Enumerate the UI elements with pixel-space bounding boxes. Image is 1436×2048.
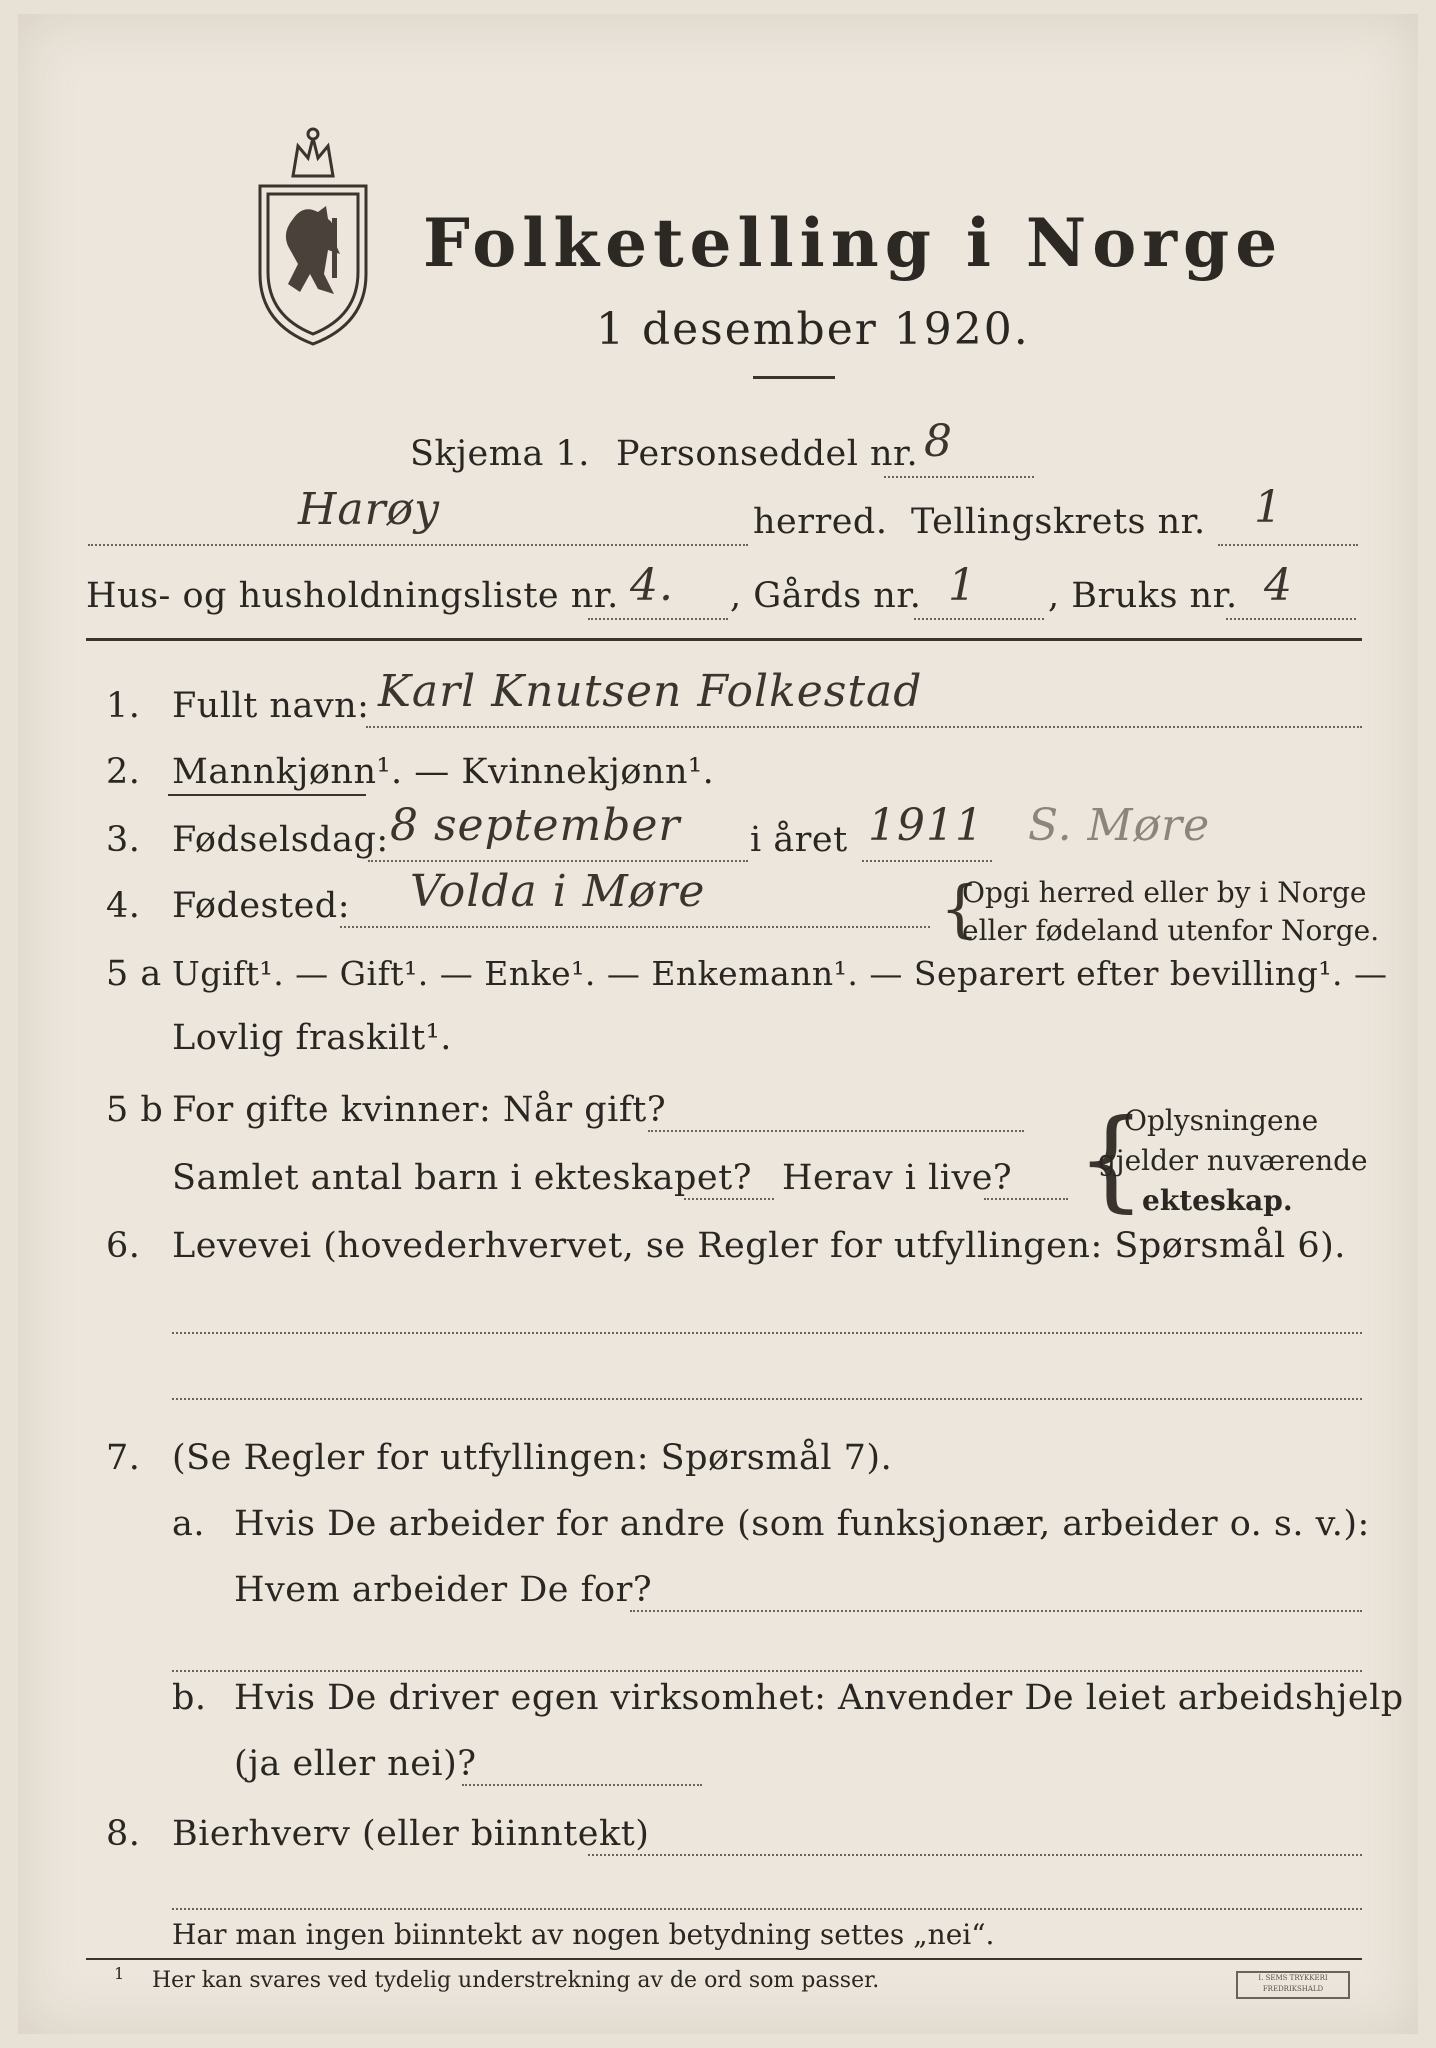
q5a-line1: Ugift¹. — Gift¹. — Enke¹. — Enkemann¹. — Separert efter bevilling¹. — xyxy=(172,954,1388,993)
tellingskrets-label: Tellingskrets nr. xyxy=(911,502,1206,542)
q2-number: 2. xyxy=(106,752,141,792)
q2-underline-mannkjonn xyxy=(168,794,366,796)
q7a-line2: Hvem arbeider De for? xyxy=(234,1570,653,1610)
q7a-extra-line xyxy=(172,1670,1362,1672)
q6-number: 6. xyxy=(106,1226,141,1266)
q4-note-line1: Opgi herred eller by i Norge xyxy=(962,876,1367,909)
q5b-children-line xyxy=(684,1198,774,1200)
q8-line2 xyxy=(172,1908,1362,1910)
tellingskrets-value[interactable]: 1 xyxy=(1254,482,1283,533)
q7a-employer-line xyxy=(630,1610,1362,1612)
gards-line xyxy=(914,618,1044,620)
q7b-line2: (ja eller nei)? xyxy=(234,1744,477,1784)
herred-line xyxy=(88,544,748,546)
q8-line1 xyxy=(588,1854,1362,1856)
q8-note: Har man ingen biinntekt av nogen betydning settes „nei“. xyxy=(172,1918,995,1951)
form-title: Folketelling i Norge xyxy=(423,204,1284,282)
q5b-number: 5 b xyxy=(106,1090,164,1130)
q5b-line2a: Samlet antal barn i ekteskapet? xyxy=(172,1158,752,1198)
footnote-divider xyxy=(86,1958,1362,1960)
q7-number: 7. xyxy=(106,1438,141,1478)
personseddel-label: Personseddel nr. xyxy=(616,434,919,474)
norway-lion-coat-of-arms-icon xyxy=(248,124,378,349)
tellingskrets-line xyxy=(1218,544,1358,546)
q3-number: 3. xyxy=(106,820,141,860)
bruks-line xyxy=(1226,618,1356,620)
bruks-value[interactable]: 4 xyxy=(1264,560,1293,611)
footnote-mark: 1 xyxy=(114,1964,125,1983)
gards-label: , Gårds nr. xyxy=(730,576,922,616)
q4-value[interactable]: Volda i Møre xyxy=(410,866,706,917)
q1-label: Fullt navn: xyxy=(172,686,370,726)
hus-value[interactable]: 4. xyxy=(630,560,674,611)
q3-year-value[interactable]: 1911 xyxy=(868,800,984,851)
personseddel-value[interactable]: 8 xyxy=(924,416,953,467)
q7b-answer-line xyxy=(462,1784,702,1786)
q5b-married-line xyxy=(648,1130,1024,1132)
q5a-number: 5 a xyxy=(106,954,162,994)
footnote-text: Her kan svares ved tydelig understrekning av de ord som passer. xyxy=(152,1968,880,1993)
herred-label: herred. xyxy=(753,502,888,542)
form-date: 1 desember 1920. xyxy=(596,304,1030,355)
q4-label: Fødested: xyxy=(172,886,350,926)
gards-value[interactable]: 1 xyxy=(948,560,977,611)
q1-value[interactable]: Karl Knutsen Folkestad xyxy=(378,666,923,717)
q3-extra-note: S. Møre xyxy=(1028,800,1211,851)
q3-year-label: i året xyxy=(750,820,848,860)
q1-number: 1. xyxy=(106,686,141,726)
q3-label: Fødselsdag: xyxy=(172,820,389,860)
q5a-line2: Lovlig fraskilt¹. xyxy=(172,1018,452,1058)
q3-line xyxy=(368,860,748,862)
hus-label: Hus- og husholdningsliste nr. xyxy=(86,576,619,616)
q5b-brace: { xyxy=(1076,1095,1146,1223)
q4-note-line2: eller fødeland utenfor Norge. xyxy=(962,914,1380,947)
q7b-letter: b. xyxy=(172,1678,207,1718)
bruks-label: , Bruks nr. xyxy=(1048,576,1238,616)
herred-value[interactable]: Harøy xyxy=(298,484,440,535)
q7a-line1: Hvis De arbeider for andre (som funksjonær, arbeider o. s. v.): xyxy=(234,1504,1370,1544)
q2-label: Mannkjønn¹. — Kvinnekjønn¹. xyxy=(172,752,715,792)
q5b-line1: For gifte kvinner: Når gift? xyxy=(172,1090,667,1130)
q6-label: Levevei (hovederhvervet, se Regler for utfyllingen: Spørsmål 6). xyxy=(172,1226,1346,1266)
q4-brace: { xyxy=(940,872,980,945)
q3-year-line xyxy=(862,860,992,862)
personseddel-line xyxy=(884,476,1034,478)
q5b-alive-line xyxy=(984,1198,1068,1200)
title-divider xyxy=(753,376,835,379)
q5b-note-line3: ekteskap. xyxy=(1142,1184,1293,1217)
census-form-page xyxy=(18,14,1418,2034)
q7-label: (Se Regler for utfyllingen: Spørsmål 7). xyxy=(172,1438,893,1478)
q7a-letter: a. xyxy=(172,1504,205,1544)
hus-line xyxy=(588,618,728,620)
q6-line2 xyxy=(172,1398,1362,1400)
q3-value[interactable]: 8 september xyxy=(390,800,681,851)
header-divider xyxy=(86,638,1362,641)
q5b-note-line2: gjelder nuværende xyxy=(1098,1144,1368,1177)
q5b-note-line1: Oplysningene xyxy=(1124,1104,1319,1137)
q1-line xyxy=(366,726,1362,728)
q6-line1 xyxy=(172,1332,1362,1334)
q4-number: 4. xyxy=(106,886,141,926)
printer-stamp: I. SEMS TRYKKERI FREDRIKSHALD xyxy=(1236,1971,1350,1999)
q8-number: 8. xyxy=(106,1814,141,1854)
q4-line xyxy=(340,926,930,928)
q5b-line2b: Herav i live? xyxy=(782,1158,1013,1198)
q8-label: Bierhverv (eller biinntekt) xyxy=(172,1814,650,1854)
q7b-line1: Hvis De driver egen virksomhet: Anvender De leiet arbeidshjelp xyxy=(234,1678,1404,1718)
skjema-label: Skjema 1. xyxy=(410,434,590,474)
